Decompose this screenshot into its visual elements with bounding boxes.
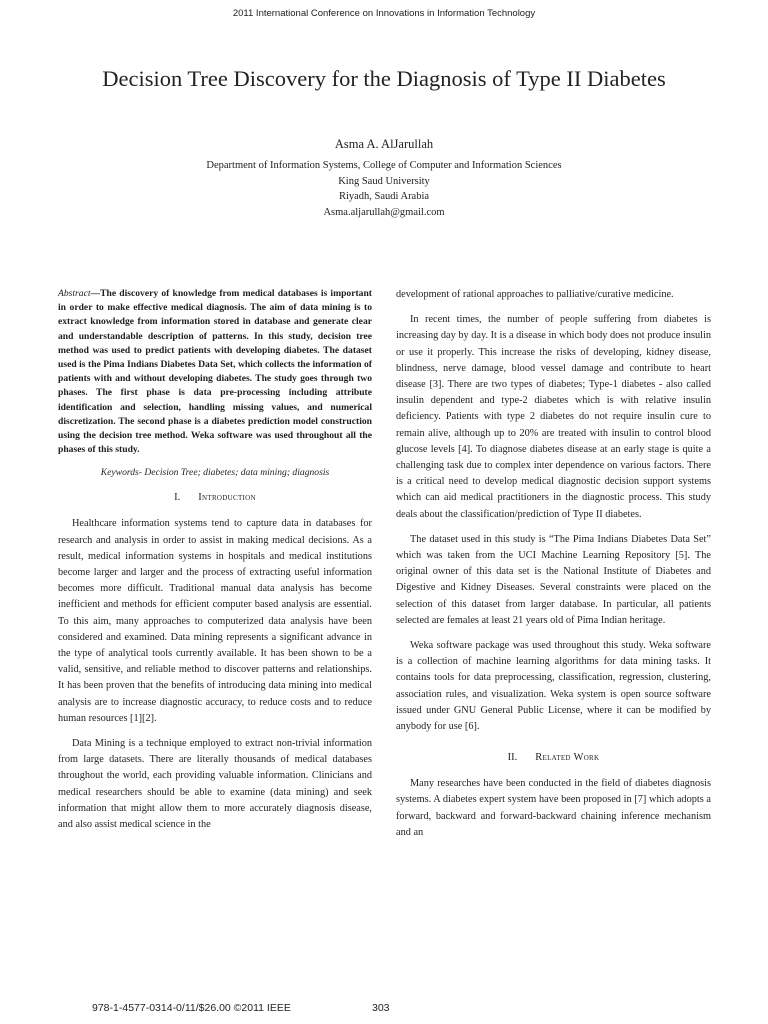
keywords: Keywords- Decision Tree; diabetes; data mining; diagnosis	[100, 467, 330, 479]
abstract-text: —The discovery of knowledge from medical databases is important in order to make effective medical diagnosis. The aim of data mining is to extract knowledge from information stored in database and generate clear and understandable description of patterns. In this study, decision tree method was used to predict patients with developing diabetes. The dataset used is the Pima Indians Diabetes Data Set, which collects the information of patients with and without developing diabetes. The study goes through two phases. The first phase is data pre-processing including attribute identification and selection, handling missing values, and numerical discretization. The second phase is a diabetes prediction model construction using the decision tree method. Weka software was used throughout all the phases of this study.	[58, 288, 372, 456]
page-footer	[92, 1002, 390, 1014]
section-heading-related-work	[396, 751, 711, 765]
abstract	[58, 287, 372, 457]
section-number: I.	[174, 492, 181, 504]
author-department: Department of Information Systems, College of Computer and Information Sciences	[206, 160, 562, 171]
paper-title: Decision Tree Discovery for the Diagnosis of Type II Diabetes	[102, 66, 666, 91]
paragraph: In recent times, the number of people suffering from diabetes is increasing day by day. It is a disease in which body does not produce insulin or use it properly. This increase the risks of developing, kidney disease, blindness, nerve damage, blood vessel damage and contribute to heart disease [3]. There are two types of diabetes; Type-1 diabetes - also called insulin dependent and type-2 diabetes which is with relative insulin deficiency. Patients with type 2 diabetes do not require insulin cure to remain alive, although up to 20% are treated with insulin to control blood glucose levels [4]. To diagnose diabetes disease at an early stage is quite a challenging task due to complex inter dependence on various factors. There is a critical need to develop medical diagnostic decision support systems which can aid medical practitioners in the diagnostic process. This study deals about the classification/prediction of Type II diabetes.	[396, 314, 711, 520]
footer-isbn: 978-1-4577-0314-0/11/$26.00 ©2011 IEEE	[92, 1002, 291, 1014]
paragraph: Healthcare information systems tend to capture data in databases for research and analysis in order to assist in making medical decisions. As a result, medical information systems in hospitals and medical institutions become larger and larger and the process of extracting useful information becomes more difficult. Traditional manual data analysis has become inefficient and methods for efficient computer based analysis are essential. To this aim, many approaches to computerized data analysis have been considered and examined. Data mining represents a significant advance in the type of analytical tools currently available. It has been shown to be a valid, sensitive, and reliable method to discover patterns and relationships. It has been proven that the benefits of introducing data mining into medical analysis are to increase diagnostic accuracy, to reduce costs and to reduce human resources [1][2].	[58, 518, 372, 724]
author-email: Asma.aljarullah@gmail.com	[323, 206, 445, 218]
conference-header: 2011 International Conference on Innovations in Information Technology	[232, 8, 536, 19]
paragraph: development of rational approaches to palliative/curative medicine.	[396, 289, 674, 300]
section-heading-introduction	[58, 491, 372, 505]
paragraph: The dataset used in this study is “The Pima Indians Diabetes Data Set” which was taken from the UCI Machine Learning Repository [5]. The original owner of this data set is the National Institute of Diabetes and Digestive and Kidney Diseases. Several constraints were placed on the selection of this dataset from larger database. In particular, all patients selected are females at least 21 years old of Pima Indian heritage.	[396, 533, 711, 626]
section-number: II.	[507, 752, 518, 764]
paragraph: Weka software package was used throughout this study. Weka software is a collection of machine learning algorithms for data mining tasks. It contains tools for data preprocessing, classification, regression, clustering, association rules, and visualization. Weka system is open source software issued under GNU General Public License, where it can be modified by anybody for use [6].	[396, 640, 711, 733]
abstract-lead: Abstract	[58, 288, 91, 299]
author-affiliation	[0, 158, 768, 220]
page-number: 303	[372, 1002, 390, 1014]
author-location: Riyadh, Saudi Arabia	[338, 191, 430, 202]
paragraph: Many researches have been conducted in the field of diabetes diagnosis systems. A diabetes expert system have been proposed in [7] which adopts a forward, backward and forward-backward chaining inference mechanism and an	[396, 778, 711, 838]
author-name: Asma A. AlJarullah	[334, 137, 434, 151]
author-university: King Saud University	[338, 175, 430, 187]
paragraph: Data Mining is a technique employed to extract non-trivial information from large datasets. There are literally thousands of medical databases throughout the world, each providing valuable information. Clinicians and medical researchers should be able to examine (data mining) and seek information that might allow them to more accurately diagnosis disease, and also assist medical science in the	[58, 738, 372, 831]
section-title: Related Work	[535, 752, 600, 764]
right-column	[396, 287, 711, 841]
section-title: Introduction	[198, 492, 256, 504]
left-column	[58, 287, 372, 833]
